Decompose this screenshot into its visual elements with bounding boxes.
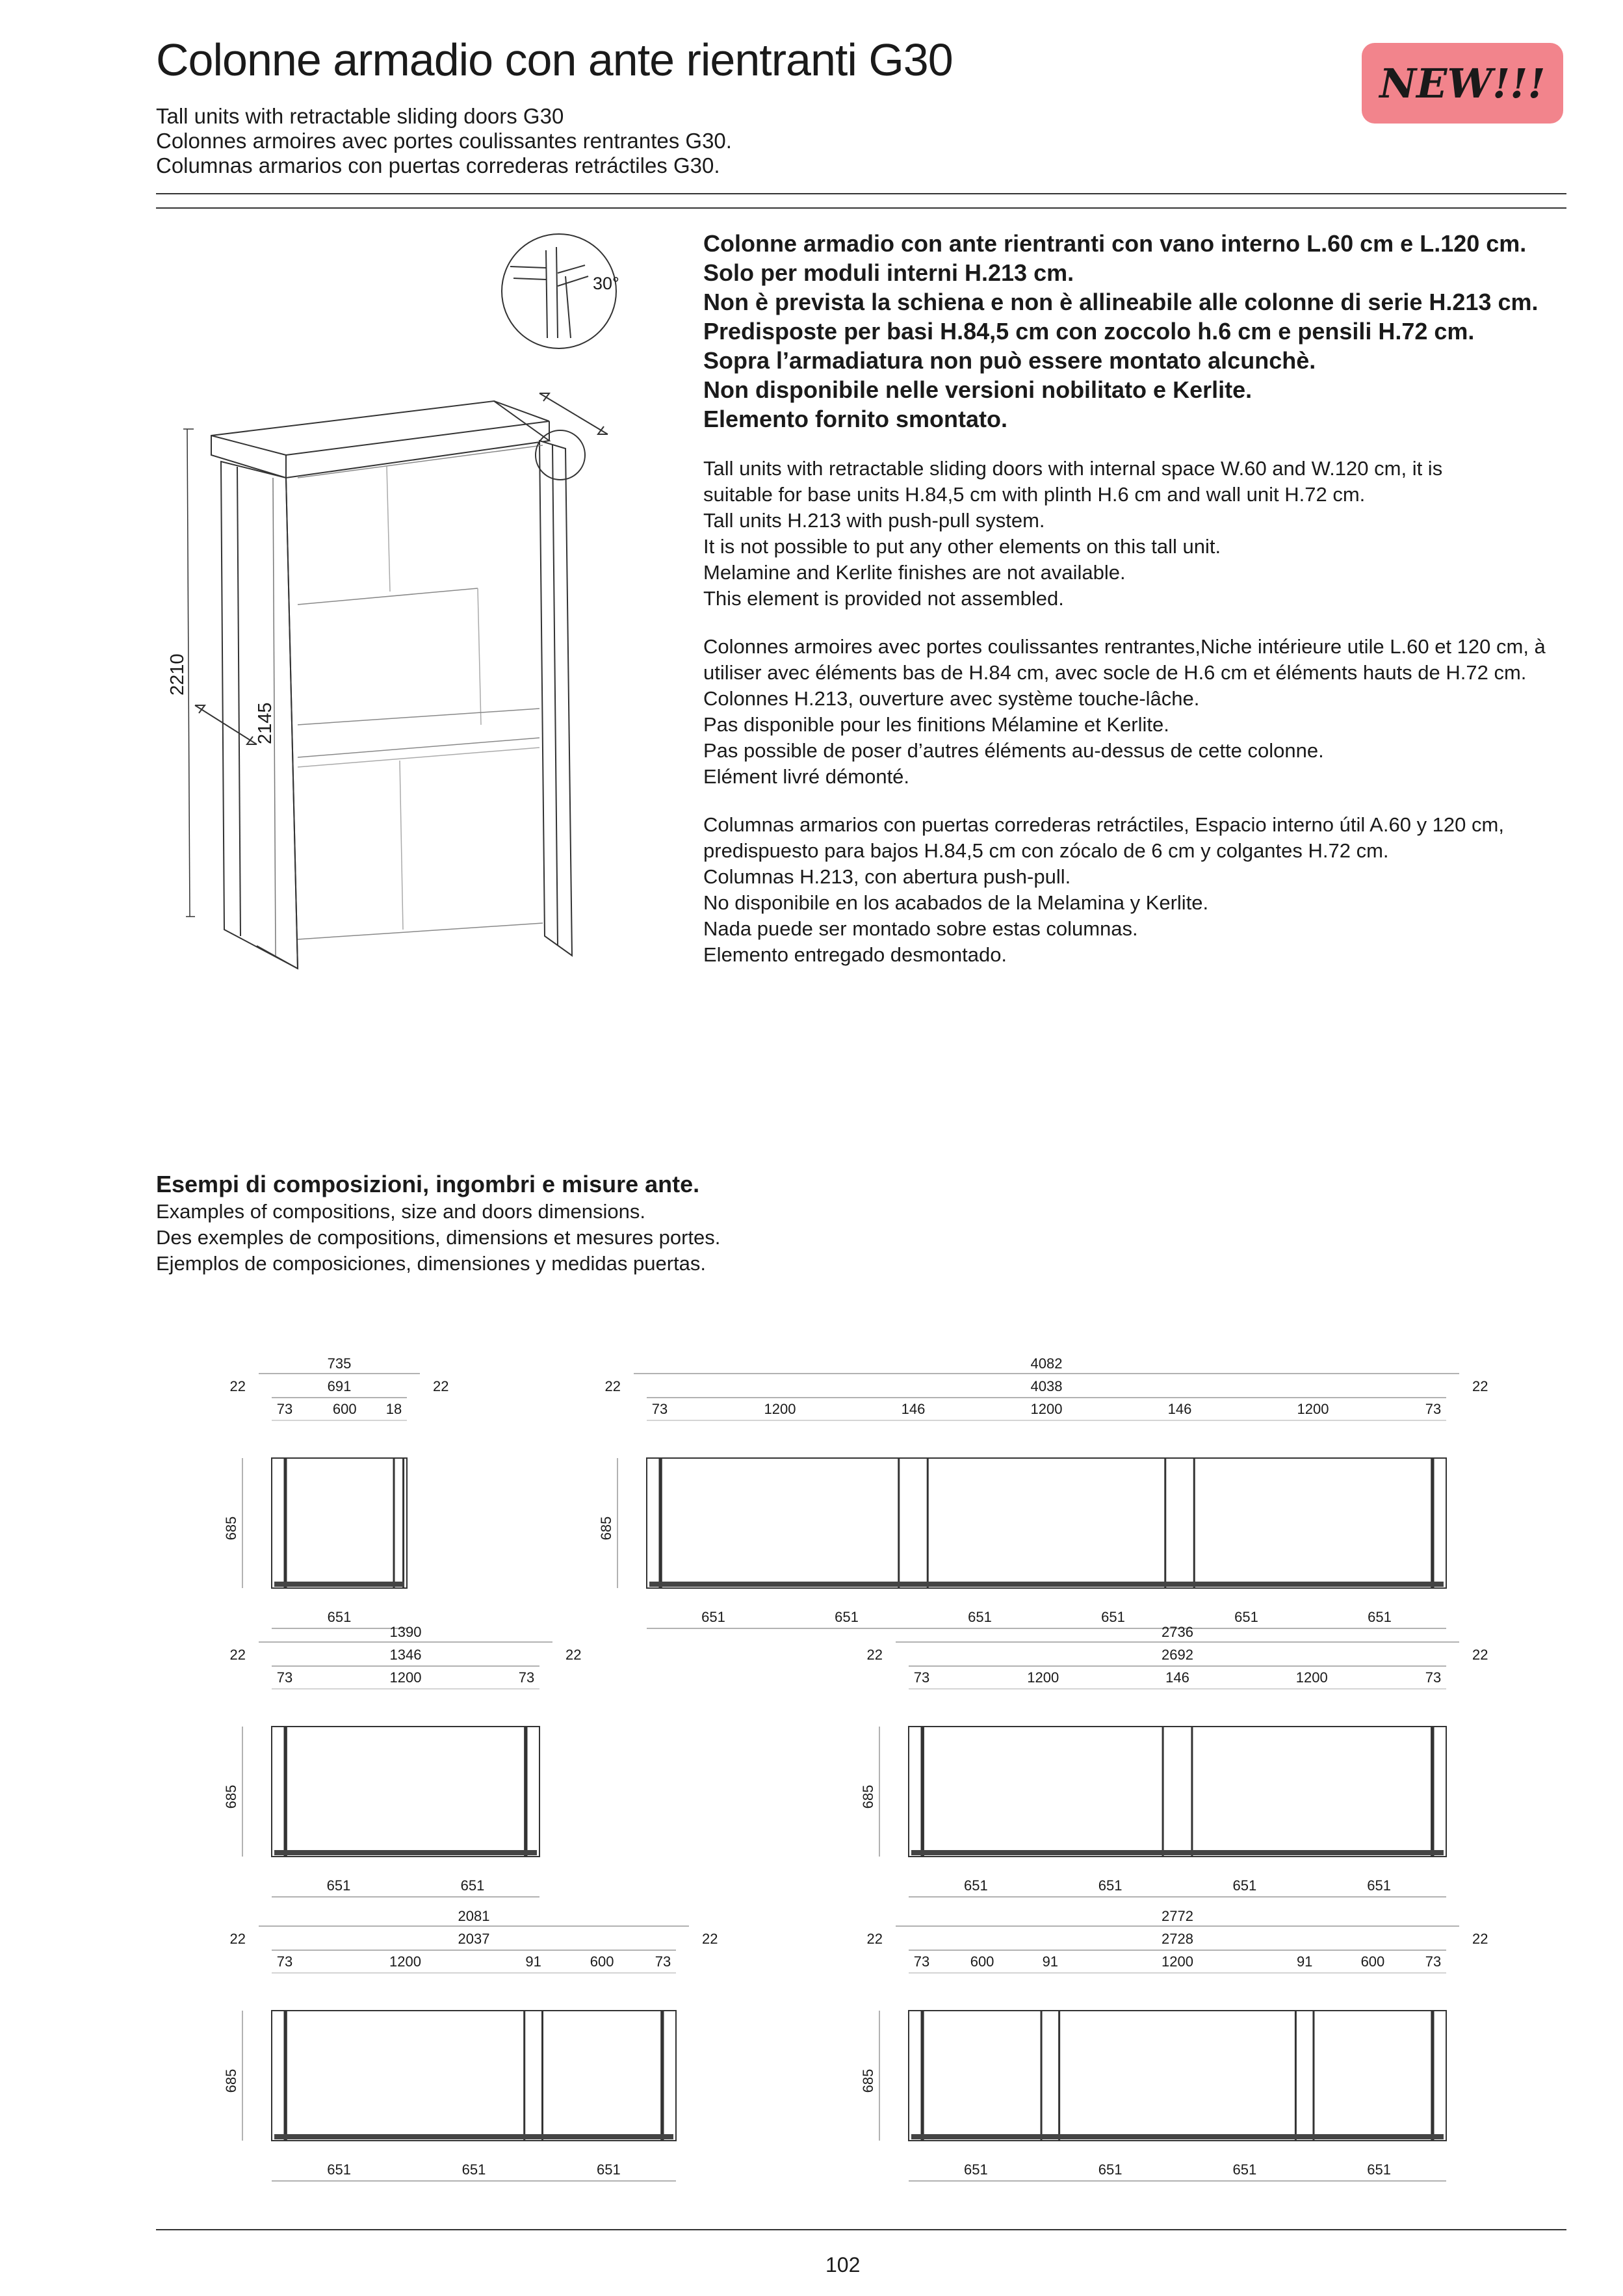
dim-segment: 600 — [970, 1953, 994, 1970]
dim-door-width: 651 — [327, 2161, 352, 2178]
dim-inner: 2692 — [1162, 1647, 1193, 1663]
cabinet-outline — [272, 1727, 539, 1857]
dim-segment: 1200 — [1295, 1669, 1328, 1686]
dim-segment: 91 — [525, 1953, 541, 1970]
dim-segment: 73 — [913, 1953, 930, 1970]
dim-segment: 91 — [1042, 1953, 1059, 1970]
es-line: predispuesto para bajos H.84,5 cm con zócalo de 6 cm y colgantes H.72 cm. — [703, 839, 1389, 862]
dim-segment: 18 — [385, 1401, 402, 1417]
fr-line: Pas possible de poser d’autres éléments au-dessus de cette colonne. — [703, 739, 1324, 762]
door-band — [274, 1582, 404, 1587]
dim-door-width: 651 — [461, 2161, 486, 2178]
door-band — [911, 1850, 1444, 1855]
composition-plans — [223, 1355, 1488, 2181]
cabinet-perspective-drawing — [183, 234, 616, 969]
es-line: No disponibile en los acabados de la Melamina y Kerlite. — [703, 891, 1209, 914]
dim-segment: 73 — [518, 1669, 535, 1686]
dim-door-width: 651 — [1098, 2161, 1123, 2178]
dim-height: 685 — [223, 1516, 239, 1541]
angle-label: 30° — [593, 274, 619, 293]
cabinet-outline — [647, 1458, 1446, 1588]
examples-line-en: Examples of compositions, size and doors dimensions. — [156, 1200, 645, 1223]
dim-total: 4082 — [1030, 1355, 1063, 1372]
it-line: Solo per moduli interni H.213 cm. — [703, 259, 1074, 286]
cabinet-outline — [272, 2011, 676, 2141]
en-line: Tall units H.213 with push-pull system. — [703, 509, 1045, 532]
dim-side-left: 22 — [866, 1647, 883, 1663]
subtitle-es: Columnas armarios con puertas correderas retráctiles G30. — [156, 153, 720, 177]
dim-segment: 600 — [590, 1953, 614, 1970]
dim-segment: 146 — [1167, 1401, 1192, 1417]
cabinet-outline — [909, 2011, 1446, 2141]
dim-inner: 4038 — [1030, 1378, 1063, 1394]
dim-door-width: 651 — [1367, 1877, 1391, 1894]
dim-door-width: 651 — [596, 2161, 621, 2178]
dim-segment: 73 — [1425, 1953, 1442, 1970]
dim-door-width: 651 — [1234, 1609, 1258, 1625]
en-line: It is not possible to put any other elements on this tall unit. — [703, 535, 1221, 558]
examples-line-fr: Des exemples de compositions, dimensions et mesures portes. — [156, 1226, 721, 1249]
es-line: Elemento entregado desmontado. — [703, 943, 1007, 966]
dim-total: 2736 — [1162, 1624, 1193, 1640]
dim-door-width: 651 — [326, 1877, 351, 1894]
en-line: Tall units with retractable sliding doors with internal space W.60 and W.120 cm, it is — [703, 457, 1443, 480]
it-line: Sopra l’armadiatura non può essere montato alcunchè. — [703, 347, 1316, 374]
dim-door-width: 651 — [1367, 2161, 1391, 2178]
door-band — [911, 2134, 1444, 2139]
door-band — [274, 1850, 537, 1855]
dim-inner: 2037 — [458, 1931, 490, 1947]
en-line: suitable for base units H.84,5 cm with plinth H.6 cm and wall unit H.72 cm. — [703, 483, 1366, 506]
it-line: Non è prevista la schiena e non è allineabile alle colonne di serie H.213 cm. — [703, 289, 1539, 315]
subtitle-fr: Colonnes armoires avec portes coulissantes rentrantes G30. — [156, 129, 732, 153]
dim-door-width: 651 — [1098, 1877, 1123, 1894]
dim-door-width: 651 — [1368, 1609, 1392, 1625]
dim-door-width: 651 — [964, 1877, 988, 1894]
dim-segment: 73 — [276, 1669, 293, 1686]
es-line: Columnas H.213, con abertura push-pull. — [703, 865, 1071, 888]
dim-segment: 73 — [651, 1401, 668, 1417]
door-band — [274, 2134, 673, 2139]
dim-segment: 73 — [276, 1401, 293, 1417]
height-outer-label: 2210 — [167, 653, 188, 696]
dim-side-right: 22 — [1472, 1378, 1488, 1394]
fr-line: Colonnes armoires avec portes coulissantes rentrantes,Niche intérieure utile L.60 et 120 cm, à — [703, 635, 1546, 658]
it-line: Elemento fornito smontato. — [703, 406, 1007, 432]
dim-segment: 146 — [1165, 1669, 1189, 1686]
dim-door-width: 651 — [964, 2161, 988, 2178]
page-number: 102 — [825, 2253, 861, 2276]
dim-door-width: 651 — [701, 1609, 725, 1625]
dim-segment: 73 — [655, 1953, 671, 1970]
es-line: Nada puede ser montado sobre estas columnas. — [703, 917, 1138, 940]
en-line: Melamine and Kerlite finishes are not available. — [703, 561, 1126, 584]
height-inner-label: 2145 — [255, 702, 276, 744]
dim-side-left: 22 — [229, 1931, 246, 1947]
dim-total: 1390 — [389, 1624, 422, 1640]
subtitle-en: Tall units with retractable sliding doors G30 — [156, 104, 564, 128]
cabinet-outline — [909, 1727, 1446, 1857]
cabinet-top — [211, 401, 549, 478]
dim-door-width: 651 — [968, 1609, 992, 1625]
dim-segment: 1200 — [1027, 1669, 1059, 1686]
dim-segment: 1200 — [389, 1953, 421, 1970]
dim-side-left: 22 — [229, 1378, 246, 1394]
dim-inner: 691 — [327, 1378, 352, 1394]
dim-height: 685 — [598, 1516, 614, 1541]
dim-total: 735 — [327, 1355, 352, 1372]
dim-segment: 600 — [332, 1401, 357, 1417]
fr-line: Colonnes H.213, ouverture avec système touche-lâche. — [703, 687, 1200, 710]
dim-height: 685 — [860, 2068, 876, 2093]
dim-side-left: 22 — [604, 1378, 621, 1394]
dim-segment: 1200 — [389, 1669, 422, 1686]
dim-side-right: 22 — [1472, 1931, 1488, 1947]
dim-segment: 146 — [901, 1401, 926, 1417]
dim-segment: 1200 — [1030, 1401, 1063, 1417]
fr-line: Elément livré démonté. — [703, 765, 910, 788]
dim-height: 685 — [223, 2068, 239, 2093]
examples-heading: Esempi di composizioni, ingombri e misure ante. — [156, 1171, 700, 1197]
fr-line: Pas disponible pour les finitions Mélamine et Kerlite. — [703, 713, 1169, 736]
examples-line-es: Ejemplos de composiciones, dimensiones y medidas puertas. — [156, 1252, 707, 1275]
dim-total: 2081 — [458, 1908, 490, 1924]
dim-side-right: 22 — [702, 1931, 718, 1947]
dim-door-width: 651 — [1232, 1877, 1257, 1894]
dim-inner: 1346 — [389, 1647, 422, 1663]
dim-segment: 1200 — [764, 1401, 796, 1417]
fr-line: utiliser avec éléments bas de H.84 cm, avec socle de H.6 cm et éléments hauts de H.72 cm. — [703, 661, 1527, 684]
dim-side-right: 22 — [565, 1647, 582, 1663]
it-line: Non disponibile nelle versioni nobilitato e Kerlite. — [703, 376, 1253, 403]
dim-door-width: 651 — [1101, 1609, 1125, 1625]
dim-segment: 1200 — [1162, 1953, 1193, 1970]
dim-inner: 2728 — [1162, 1931, 1193, 1947]
dim-segment: 73 — [1425, 1669, 1442, 1686]
it-line: Colonne armadio con ante rientranti con vano interno L.60 cm e L.120 cm. — [703, 230, 1527, 257]
dim-side-right: 22 — [433, 1378, 449, 1394]
dim-segment: 73 — [276, 1953, 293, 1970]
it-line: Predisposte per basi H.84,5 cm con zoccolo h.6 cm e pensili H.72 cm. — [703, 318, 1475, 345]
es-line: Columnas armarios con puertas correderas retráctiles, Espacio interno útil A.60 y 120 cm, — [703, 813, 1504, 836]
page-title: Colonne armadio con ante rientranti G30 — [156, 34, 953, 85]
dim-side-right: 22 — [1472, 1647, 1488, 1663]
dim-door-width: 651 — [327, 1609, 352, 1625]
dim-total: 2772 — [1162, 1908, 1193, 1924]
dim-segment: 73 — [913, 1669, 930, 1686]
dim-side-left: 22 — [229, 1647, 246, 1663]
new-badge: NEW!!! — [1362, 43, 1563, 124]
dim-door-width: 651 — [1232, 2161, 1257, 2178]
dim-door-width: 651 — [835, 1609, 859, 1625]
cabinet-outline — [272, 1458, 407, 1588]
dim-height: 685 — [223, 1784, 239, 1809]
door-band — [649, 1582, 1444, 1587]
dim-height: 685 — [860, 1784, 876, 1809]
dim-segment: 91 — [1296, 1953, 1313, 1970]
dim-segment: 600 — [1360, 1953, 1385, 1970]
dim-door-width: 651 — [460, 1877, 485, 1894]
en-line: This element is provided not assembled. — [703, 587, 1064, 610]
dim-side-left: 22 — [866, 1931, 883, 1947]
dim-segment: 73 — [1425, 1401, 1442, 1417]
dim-segment: 1200 — [1297, 1401, 1329, 1417]
